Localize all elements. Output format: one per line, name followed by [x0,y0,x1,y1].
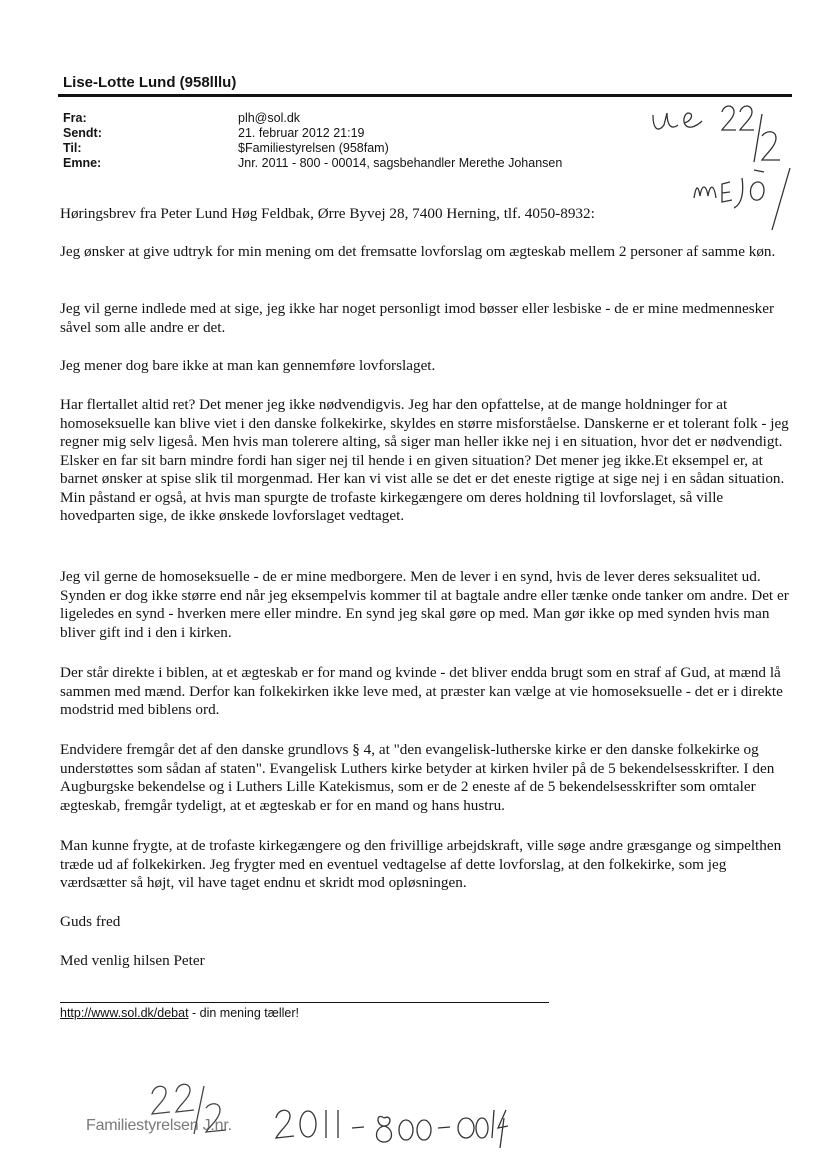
paragraph-7: Endvidere fremgår det af den danske grundlovs § 4, at "den evangelisk-lutherske kirke er den danske folkekirke og understøttes som sådan af staten". Evangelisk Luthers kirke betyder at kirken hviler på de 5 bekendelsesskrifter. I den Augburgske bekendelse og i Luthers Lille Katekismus, som er de 2 eneste af de 5 bekendelsesskrifter som omtaler ægteskab, fremgår tydeligt, at et ægteskab er for en mand og hans hustru. [60,741,775,814]
handwritten-case-number [272,1102,508,1150]
header-divider [58,94,792,97]
handwritten-stamp-date [146,1078,238,1140]
meta-value-subject: Jnr. 2011 - 800 - 00014, sagsbehandler Merethe Johansen [238,156,563,170]
paragraph-3: Jeg mener dog bare ikke at man kan gennemføre lovforslaget. [60,357,436,374]
footer-divider [60,1002,549,1003]
paragraph-6: Der står direkte i biblen, at et ægteskab er for mand og kvinde - det bliver endda brugt som en straf af Gud, at mænd lå sammen med mænd. Derfor kan folkekirken ikke leve med, at præster kan vælge at vie homoseksuelle - det er i direkte modstrid med biblens ord. [60,664,783,718]
paragraph-2: Jeg vil gerne indlede med at sige, jeg ikke har noget personligt imod bøsser eller lesbiske - de er mine medmennesker såvel som alle andre er det. [60,300,775,336]
meta-values [238,111,562,171]
meta-value-to: $Familiestyrelsen (958fam) [238,141,389,155]
footer-tagline: - din mening tæller! [188,1006,300,1020]
meta-label-sent: Sendt: [63,126,102,140]
sender-name: Lise-Lotte Lund (958lllu) [63,74,237,91]
paragraph-4: Har flertallet altid ret? Det mener jeg ikke nødvendigvis. Jeg har den opfattelse, at de mange holdninger for at homoseksuelle kan blive viet i den danske folkekirke, skyldes en større misforståelse. Danskerne er et tolerant folk - jeg regner mig selv ligeså. Men hvis man tolerere alting, så siger man heller ikke nej i en situation, hvor det er nødvendigt. Elsker en far sit barn mindre fordi han siger nej til hende i en given situation? Det mener jeg ikke.Et eksempel er, at barnet ønsker at spise slik til morgenmad. Her kan vi vist alle se det er det eneste rigtige at sige nej i en sådan situation. Min påstand er også, at hvis man spurgte de trofaste kirkegængere om deres holdning til lovforslaget, så ville hovedparten sige, de ikke ønskede lovforslaget vedtaget. [60,396,789,524]
paragraph-1: Jeg ønsker at give udtryk for min mening om det fremsatte lovforslag om ægteskab mellem 2 personer af samme køn. [60,243,776,260]
agency-stamp: Familiestyrelsen J.nr. [86,1117,232,1134]
footer-line [60,1006,299,1020]
closing-greeting: Guds fred [60,913,121,930]
handwritten-date-top [718,100,786,166]
paragraph-intro: Høringsbrev fra Peter Lund Høg Feldbak, Ørre Byvej 28, 7400 Herning, tlf. 4050-8932: [60,205,595,222]
meta-value-sent: 21. februar 2012 21:19 [238,126,365,140]
meta-label-from: Fra: [63,111,87,125]
meta-value-from: plh@sol.dk [238,111,301,125]
handwritten-initials [648,103,708,139]
paragraph-8: Man kunne frygte, at de trofaste kirkegængere og den frivillige arbejdskraft, ville søge andre græsgange og simpelthen træde ud af folkekirken. Jeg frygter med en eventuel vedtagelse af dette lovforslag, at den folkekirke, som jeg værdsætter så højt, vil have taget endnu et skridt mod opløsningen. [60,837,782,891]
debate-link[interactable]: http://www.sol.dk/debat [60,1006,189,1020]
handwritten-initials-text: ue [648,137,649,138]
meta-labels [63,111,102,171]
meta-label-to: Til: [63,141,82,155]
meta-label-subject: Emne: [63,156,102,170]
paragraph-5: Jeg vil gerne de homoseksuelle - de er mine medborgere. Men de lever i en synd, hvis de lever deres seksualitet ud. Synden er dog ikke større end når jeg eksempelvis kommer til at bagtale andre eller tænke onde tanker om andre. Det er ligeledes en synd - hverken mere eller mindre. En synd jeg skal gøre op med. Man gør ikke op med synden hvis man bliver gift ind i den i kirken. [60,568,789,641]
sign-off: Med venlig hilsen Peter [60,952,205,969]
